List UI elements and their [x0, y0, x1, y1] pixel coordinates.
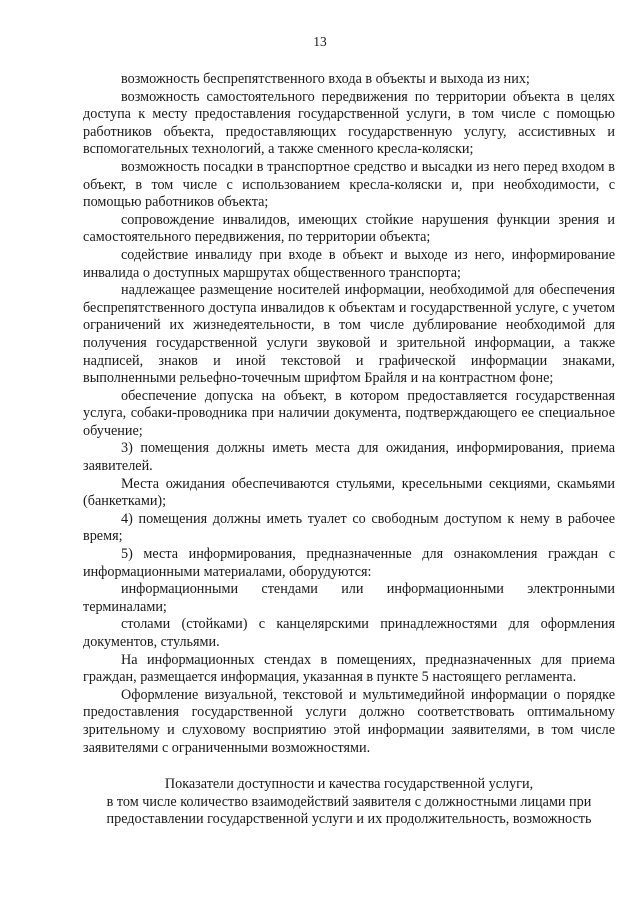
- section-heading: [83, 776, 615, 829]
- paragraph: 5) места информирования, предназначенные для ознакомления граждан с информационными материалами, оборудуются:: [83, 546, 615, 580]
- page-body: [83, 71, 615, 829]
- paragraph: 3) помещения должны иметь места для ожидания, информирования, приема заявителей.: [83, 440, 615, 475]
- heading-line: Показатели доступности и качества государственной услуги,: [164, 776, 534, 793]
- paragraph: На информационных стендах в помещениях, предназначенных для приема граждан, размещается информация, указанная в пункте 5 настоящего регламента.: [83, 651, 615, 686]
- paragraph: обеспечение допуска на объект, в котором предоставляется государственная услуга, собаки-проводника при наличии документа, подтверждающего ее специальное обучение;: [83, 387, 615, 439]
- paragraph: надлежащее размещение носителей информации, необходимой для обеспечения беспрепятственного доступа инвалидов к объектам и государственной услуге, с учетом ограничений их жизнедеятельности, в том числе дублирование необходимой для получения государственной услуги звуковой и зрительной информации, а также надписей, знаков и иной текстовой и графической информации знаками, выполненными рельефно-точечным шрифтом Брайля и на контрастном фоне;: [83, 282, 615, 387]
- paragraph: 4) помещения должны иметь туалет со свободным доступом к нему в рабочее время;: [83, 510, 615, 545]
- paragraph: столами (стойками) с канцелярскими принадлежностями для оформления документов, стульями.: [83, 616, 615, 650]
- page-number: 13: [313, 34, 327, 49]
- paragraph: сопровождение инвалидов, имеющих стойкие нарушения функции зрения и самостоятельного передвижения, по территории объекта;: [83, 211, 615, 246]
- paragraph: возможность беспрепятственного входа в объекты и выхода из них;: [121, 71, 530, 87]
- paragraph: Оформление визуальной, текстовой и мультимедийной информации о порядке предоставления государственной услуги должно соответствовать оптимальному зрительному и слуховому восприятию этой информации заявителями, в том числе заявителями с ограниченными возможностями.: [83, 686, 615, 756]
- paragraph: содействие инвалиду при входе в объект и выходе из него, информирование инвалида о доступных маршрутах общественного транспорта;: [83, 246, 615, 281]
- paragraph: возможность посадки в транспортное средство и высадки из него перед входом в объект, в том числе с использованием кресла-коляски и, при необходимости, с помощью работников объекта;: [83, 158, 615, 211]
- paragraph: возможность самостоятельного передвижения по территории объекта в целях доступа к месту предоставления государственной услуги, в том числе с помощью работников объекта, предоставляющих государственную услугу, ассистивных и вспомогательных технологий, а также сменного кресла-коляски;: [83, 88, 615, 158]
- paragraph: Места ожидания обеспечиваются стульями, кресельными секциями, скамьями (банкетками);: [83, 475, 615, 510]
- heading-line: предоставлении государственной услуги и их продолжительность, возможность: [106, 811, 592, 828]
- heading-line: в том числе количество взаимодействий заявителя с должностными лицами при: [106, 793, 592, 810]
- paragraph: информационными стендами или информационными электронными терминалами;: [83, 581, 615, 615]
